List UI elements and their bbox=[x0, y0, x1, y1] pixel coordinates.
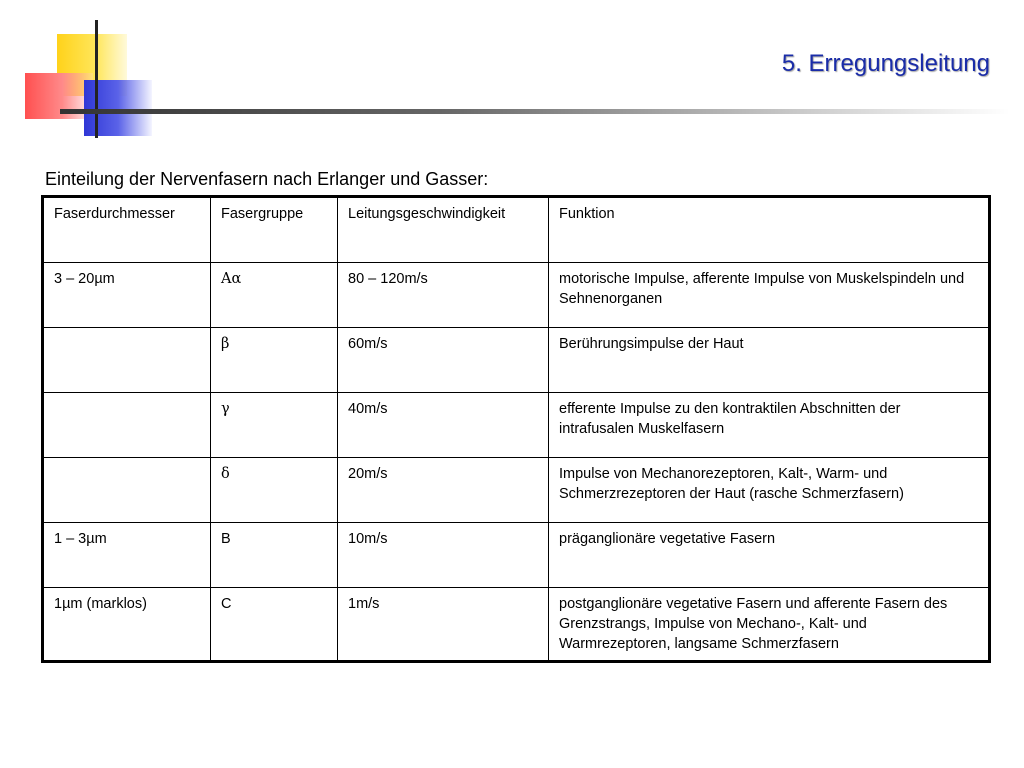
speed-cell: 1m/s bbox=[338, 588, 549, 662]
speed-cell: 60m/s bbox=[338, 328, 549, 393]
group-cell: δ bbox=[211, 458, 338, 523]
group-cell: γ bbox=[211, 393, 338, 458]
table-row bbox=[43, 588, 990, 662]
diameter-cell: 1 – 3µm bbox=[43, 523, 211, 588]
table-row bbox=[43, 523, 990, 588]
table-row bbox=[43, 263, 990, 328]
decor-vertical-line bbox=[95, 20, 98, 138]
function-cell: efferente Impulse zu den kontraktilen Abschnitten der intrafusalen Muskelfasern bbox=[549, 393, 990, 458]
table-row bbox=[43, 393, 990, 458]
diameter-cell: 1µm (marklos) bbox=[43, 588, 211, 662]
diameter-cell bbox=[43, 328, 211, 393]
speed-cell: 80 – 120m/s bbox=[338, 263, 549, 328]
table-row bbox=[43, 328, 990, 393]
slide-subtitle: Einteilung der Nervenfasern nach Erlanger und Gasser: bbox=[45, 169, 489, 189]
group-cell: B bbox=[211, 523, 338, 588]
group-cell: C bbox=[211, 588, 338, 662]
diameter-cell bbox=[43, 458, 211, 523]
function-cell: motorische Impulse, afferente Impulse von Muskelspindeln und Sehnenorganen bbox=[549, 263, 990, 328]
nerve-fiber-table bbox=[41, 195, 991, 663]
function-cell: postganglionäre vegetative Fasern und afferente Fasern des Grenzstrangs, Impulse von Mechano-, Kalt- und Warmrezeptoren, langsame Schmerzfasern bbox=[549, 588, 990, 662]
function-cell: präganglionäre vegetative Fasern bbox=[549, 523, 990, 588]
header-cell: Fasergruppe bbox=[211, 197, 338, 263]
speed-cell: 20m/s bbox=[338, 458, 549, 523]
function-cell: Berührungsimpulse der Haut bbox=[549, 328, 990, 393]
group-cell: Aα bbox=[211, 263, 338, 328]
diameter-cell: 3 – 20µm bbox=[43, 263, 211, 328]
group-cell: β bbox=[211, 328, 338, 393]
speed-cell: 40m/s bbox=[338, 393, 549, 458]
function-cell: Impulse von Mechanorezeptoren, Kalt-, Warm- und Schmerzrezeptoren der Haut (rasche Schmerzfasern) bbox=[549, 458, 990, 523]
decor-horizontal-rule bbox=[60, 109, 1010, 114]
table-row bbox=[43, 458, 990, 523]
slide-title: 5. Erregungsleitung bbox=[781, 50, 990, 77]
speed-cell: 10m/s bbox=[338, 523, 549, 588]
header-cell: Leitungsgeschwindigkeit bbox=[338, 197, 549, 263]
header-cell: Funktion bbox=[549, 197, 990, 263]
diameter-cell bbox=[43, 393, 211, 458]
table-header-row bbox=[43, 197, 990, 263]
header-cell: Faserdurchmesser bbox=[43, 197, 211, 263]
